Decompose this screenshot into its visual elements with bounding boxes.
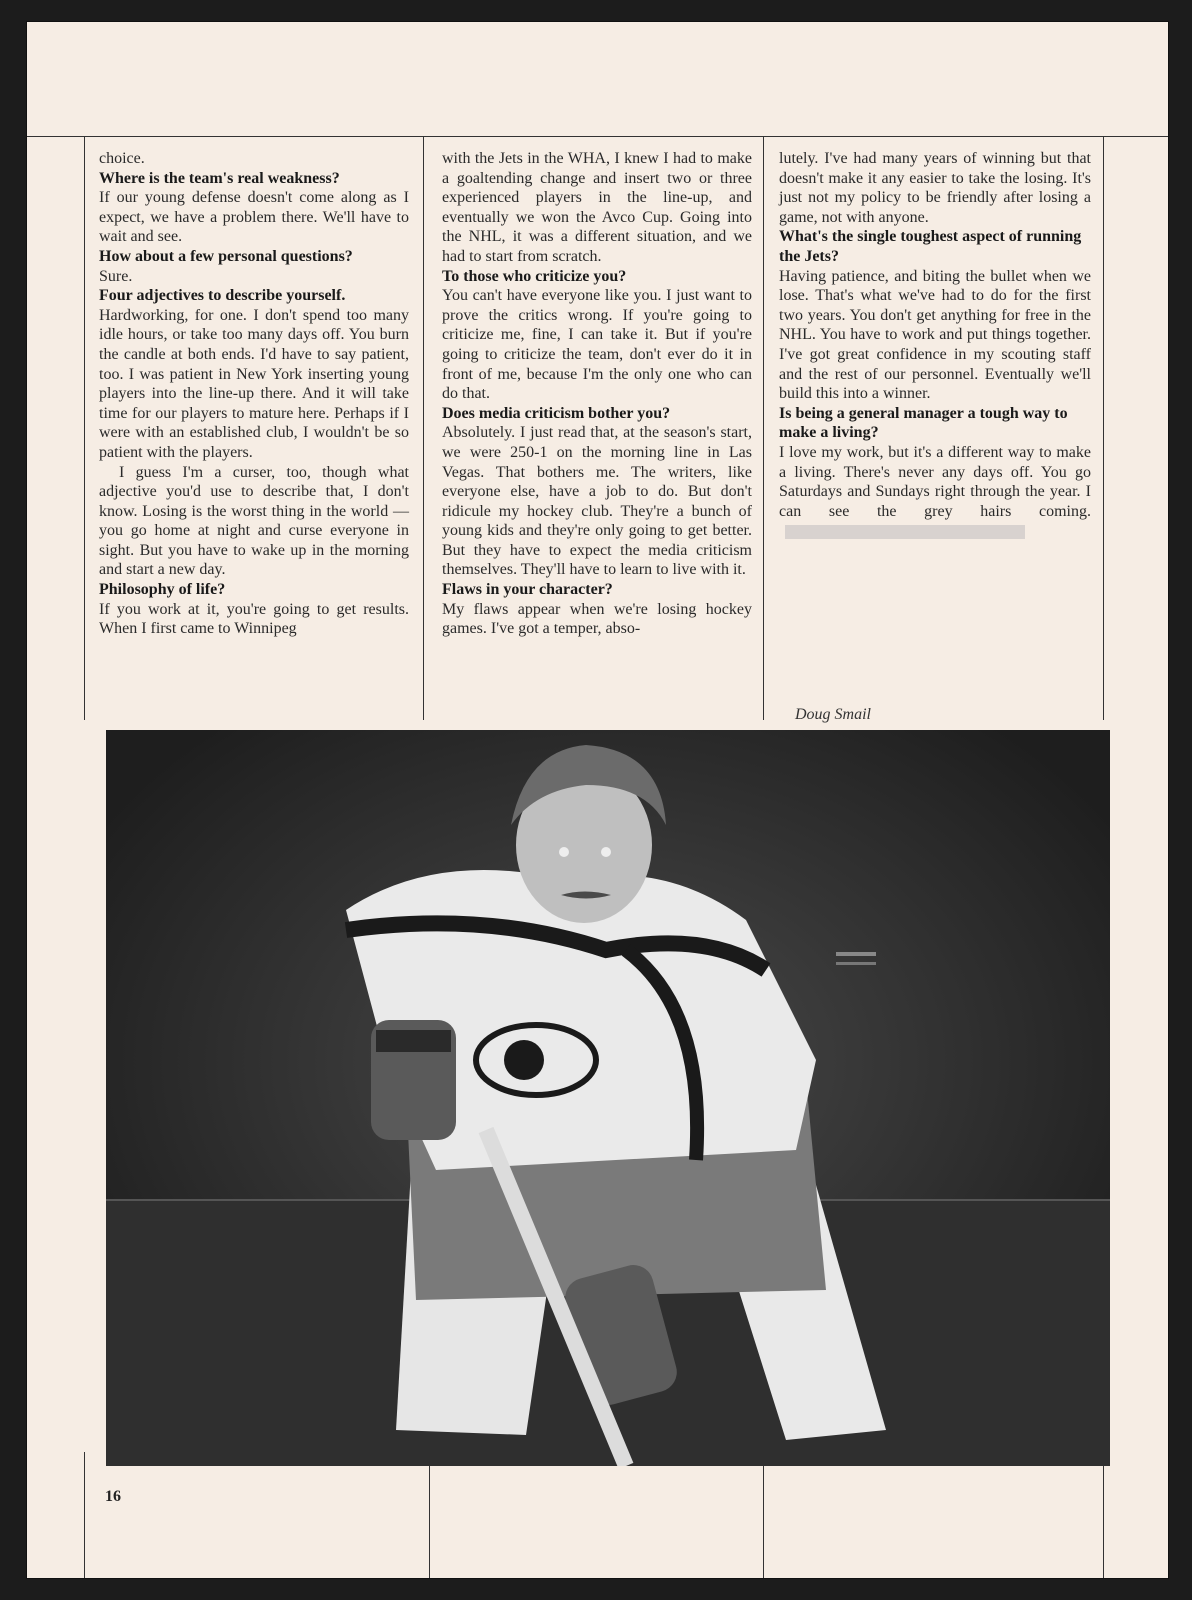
article-column-1	[99, 149, 409, 639]
answer-text: I love my work, but it's a different way to make a living. There's never any days off. You go Saturdays and Sundays right through the year. I can see the grey hairs coming.	[779, 443, 1091, 520]
answer-paragraph: If our young defense doesn't come along as I expect, we have a problem there. We'll have to wait and see.	[99, 189, 409, 246]
paragraph: with the Jets in the WHA, I knew I had to make a goaltending change and insert two or three experienced players in the line-up, and eventually we won the Avco Cup. Going into the NHL, it was a different situation, and we had to start from scratch.	[442, 150, 752, 265]
question-heading: Four adjectives to describe yourself.	[99, 287, 346, 305]
column-rule-1	[423, 136, 424, 720]
question-heading: Is being a general manager a tough way to make a living?	[779, 404, 1068, 442]
answer-paragraph: My flaws appear when we're losing hockey games. I've got a temper, abso-	[442, 600, 752, 638]
article-column-2	[442, 149, 752, 639]
footer-rule-left	[84, 1452, 85, 1578]
question-heading: To those who criticize you?	[442, 267, 627, 285]
question-heading: How about a few personal questions?	[99, 247, 353, 265]
column-rule-2	[763, 136, 764, 720]
answer-paragraph: If you work at it, you're going to get results. When I first came to Winnipeg	[99, 600, 409, 638]
answer-paragraph: Hardworking, for one. I don't spend too many idle hours, or take too many days off. You burn the candle at both ends. I'd have to say patient, too. I was patient in New York inserting young players into the line-up there. And it will take time for our players to mature here. Perhaps if I were with an established club, I wouldn't be so patient with the players.	[99, 306, 409, 461]
question-heading: Philosophy of life?	[99, 581, 226, 599]
player-illustration	[106, 730, 1110, 1466]
paragraph: choice.	[99, 150, 145, 167]
answer-paragraph: Having patience, and biting the bullet when we lose. That's what we've had to do for the first two years. You don't get anything for free in the NHL. You have to work and put things together. I've got great confidence in my scouting staff and the rest of our personnel. Eventually we'll build this into a winner.	[779, 267, 1091, 403]
page-number: 16	[105, 1488, 121, 1505]
question-heading: Flaws in your character?	[442, 581, 613, 599]
question-heading: What's the single toughest aspect of running the Jets?	[779, 228, 1082, 265]
article-column-3	[779, 149, 1091, 541]
answer-paragraph: You can't have everyone like you. I just want to prove the critics wrong. If you're going to criticize me, fine, I can take it. But if you're going to criticize the team, don't ever do it in front of me, because I'm the only one who can do that.	[442, 287, 752, 403]
question-heading: Does media criticism bother you?	[442, 404, 671, 422]
column-rule-left	[84, 136, 85, 720]
answer-paragraph: Absolutely. I just read that, at the season's start, we were 250-1 on the morning line in Las Vegas. That bothers me. The writers, like everyone else, have a job to do. But don't ridicule my hockey club. They're a bunch of young kids and they're only going to get better. But they have to expect the media criticism themselves. They'll have to learn to live with it.	[442, 424, 752, 579]
answer-paragraph: Sure.	[99, 267, 133, 285]
footer-rule-2	[763, 1452, 764, 1578]
magazine-page	[27, 22, 1168, 1578]
question-heading: Where is the team's real weakness?	[99, 169, 340, 187]
footer-rule-1	[429, 1452, 430, 1578]
hockey-player-photo	[106, 730, 1110, 1466]
column-rule-right	[1103, 136, 1104, 720]
answer-paragraph	[779, 443, 1091, 541]
photo-credit: Doug Smail	[795, 706, 871, 723]
header-rule	[27, 136, 1168, 137]
answer-paragraph: I guess I'm a curser, too, though what adjective you'd use to describe that, I don't know. Losing is the worst thing in the world — you go home at night and curse everyone in sight. But you have to wake up in the morning and start a new day.	[99, 463, 409, 579]
footer-rule-right	[1103, 1452, 1104, 1578]
paragraph: lutely. I've had many years of winning but that doesn't make it any easier to take the losing. It's just not my policy to be friendly after losing a game, not with anyone.	[779, 150, 1091, 226]
end-bar	[785, 525, 1025, 539]
